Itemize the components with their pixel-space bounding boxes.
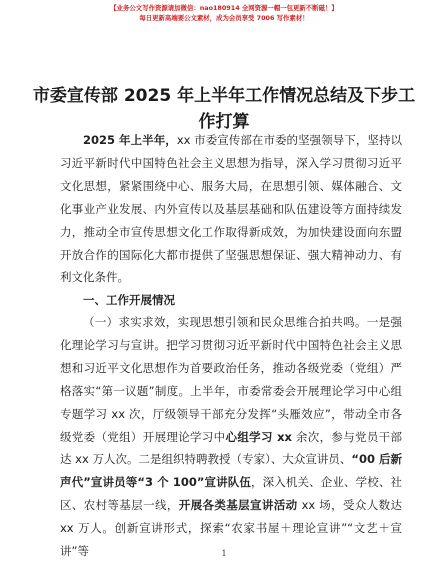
body-text-d: xx 场，受众人数达 xx 万人。创新宣讲形式，探索“农家书屋＋理论宣讲”“文艺＋宣讲”等 [60, 498, 403, 559]
promo-banner [0, 4, 448, 23]
body-emphasis-2: “00 后新声代”宣讲员等“3 个 100”宣讲队伍 [60, 452, 402, 490]
intro-block [60, 129, 402, 312]
section-heading: 一、工作开展情况 [83, 293, 175, 308]
body-text-a: （一）求实求效，实现思想引领和民众思维合拍共鸣。一是强化理论学习与宣讲。把学习贯彻习近平新时代中国特色社会主义思想和习近平文化思想作为首要政治任务，推动各级党委（党组）严格落实“第一议题”制度。上半年，市委常委会开展理论学习中心组专题学习 xx 次，厅级领导干部充分发挥“头雁效应”，带动全市各级党委（党组）开展理论学习中 [60, 315, 402, 444]
promo-banner-line2: 每日更新高端要公文素材，成为会员享受 7006 写作素材！ [139, 14, 309, 22]
body-emphasis-3: 开展各类基层宣讲活动 [178, 498, 298, 513]
body-emphasis-1: 心组学习 xx [225, 429, 292, 444]
section-body [60, 311, 402, 563]
body-text-b: 余次，参与党员干部达 xx 万人次。二是组织特聘教授（专家）、大众宣讲员、 [60, 429, 403, 467]
body-text-c: ，深入机关、企业、学校、社区、农村等基层一线， [60, 475, 403, 513]
intro-lead: 2025 年上半年， [83, 133, 177, 147]
intro-paragraph [60, 129, 402, 289]
body-paragraph [60, 311, 402, 563]
document-title: 市委宣传部 2025 年上半年工作情况总结及下步工作打算 [32, 86, 416, 132]
page-number: 1 [221, 549, 227, 558]
promo-banner-line1: 【业务公文写作资源请加微信：nao180914 全网资源一帽一包更新不断磁！】 [110, 4, 338, 12]
intro-text: xx 市委宣传部在市委的坚强领导下，坚持以习近平新时代中国特色社会主义思想为指导，深入学习贯彻习近平文化思想，紧紧围绕中心、服务大局，在思想引领、媒体融合、文化事业产业发展、内外宣传以及基层基础和队伍建设等方面持续发力，推动全市宣传思想文化工作取得新成效，为加快建设面向东盟开放合作的国际化大都市提供了坚强思想保证、强大精神动力、有利文化条件。 [60, 133, 403, 285]
